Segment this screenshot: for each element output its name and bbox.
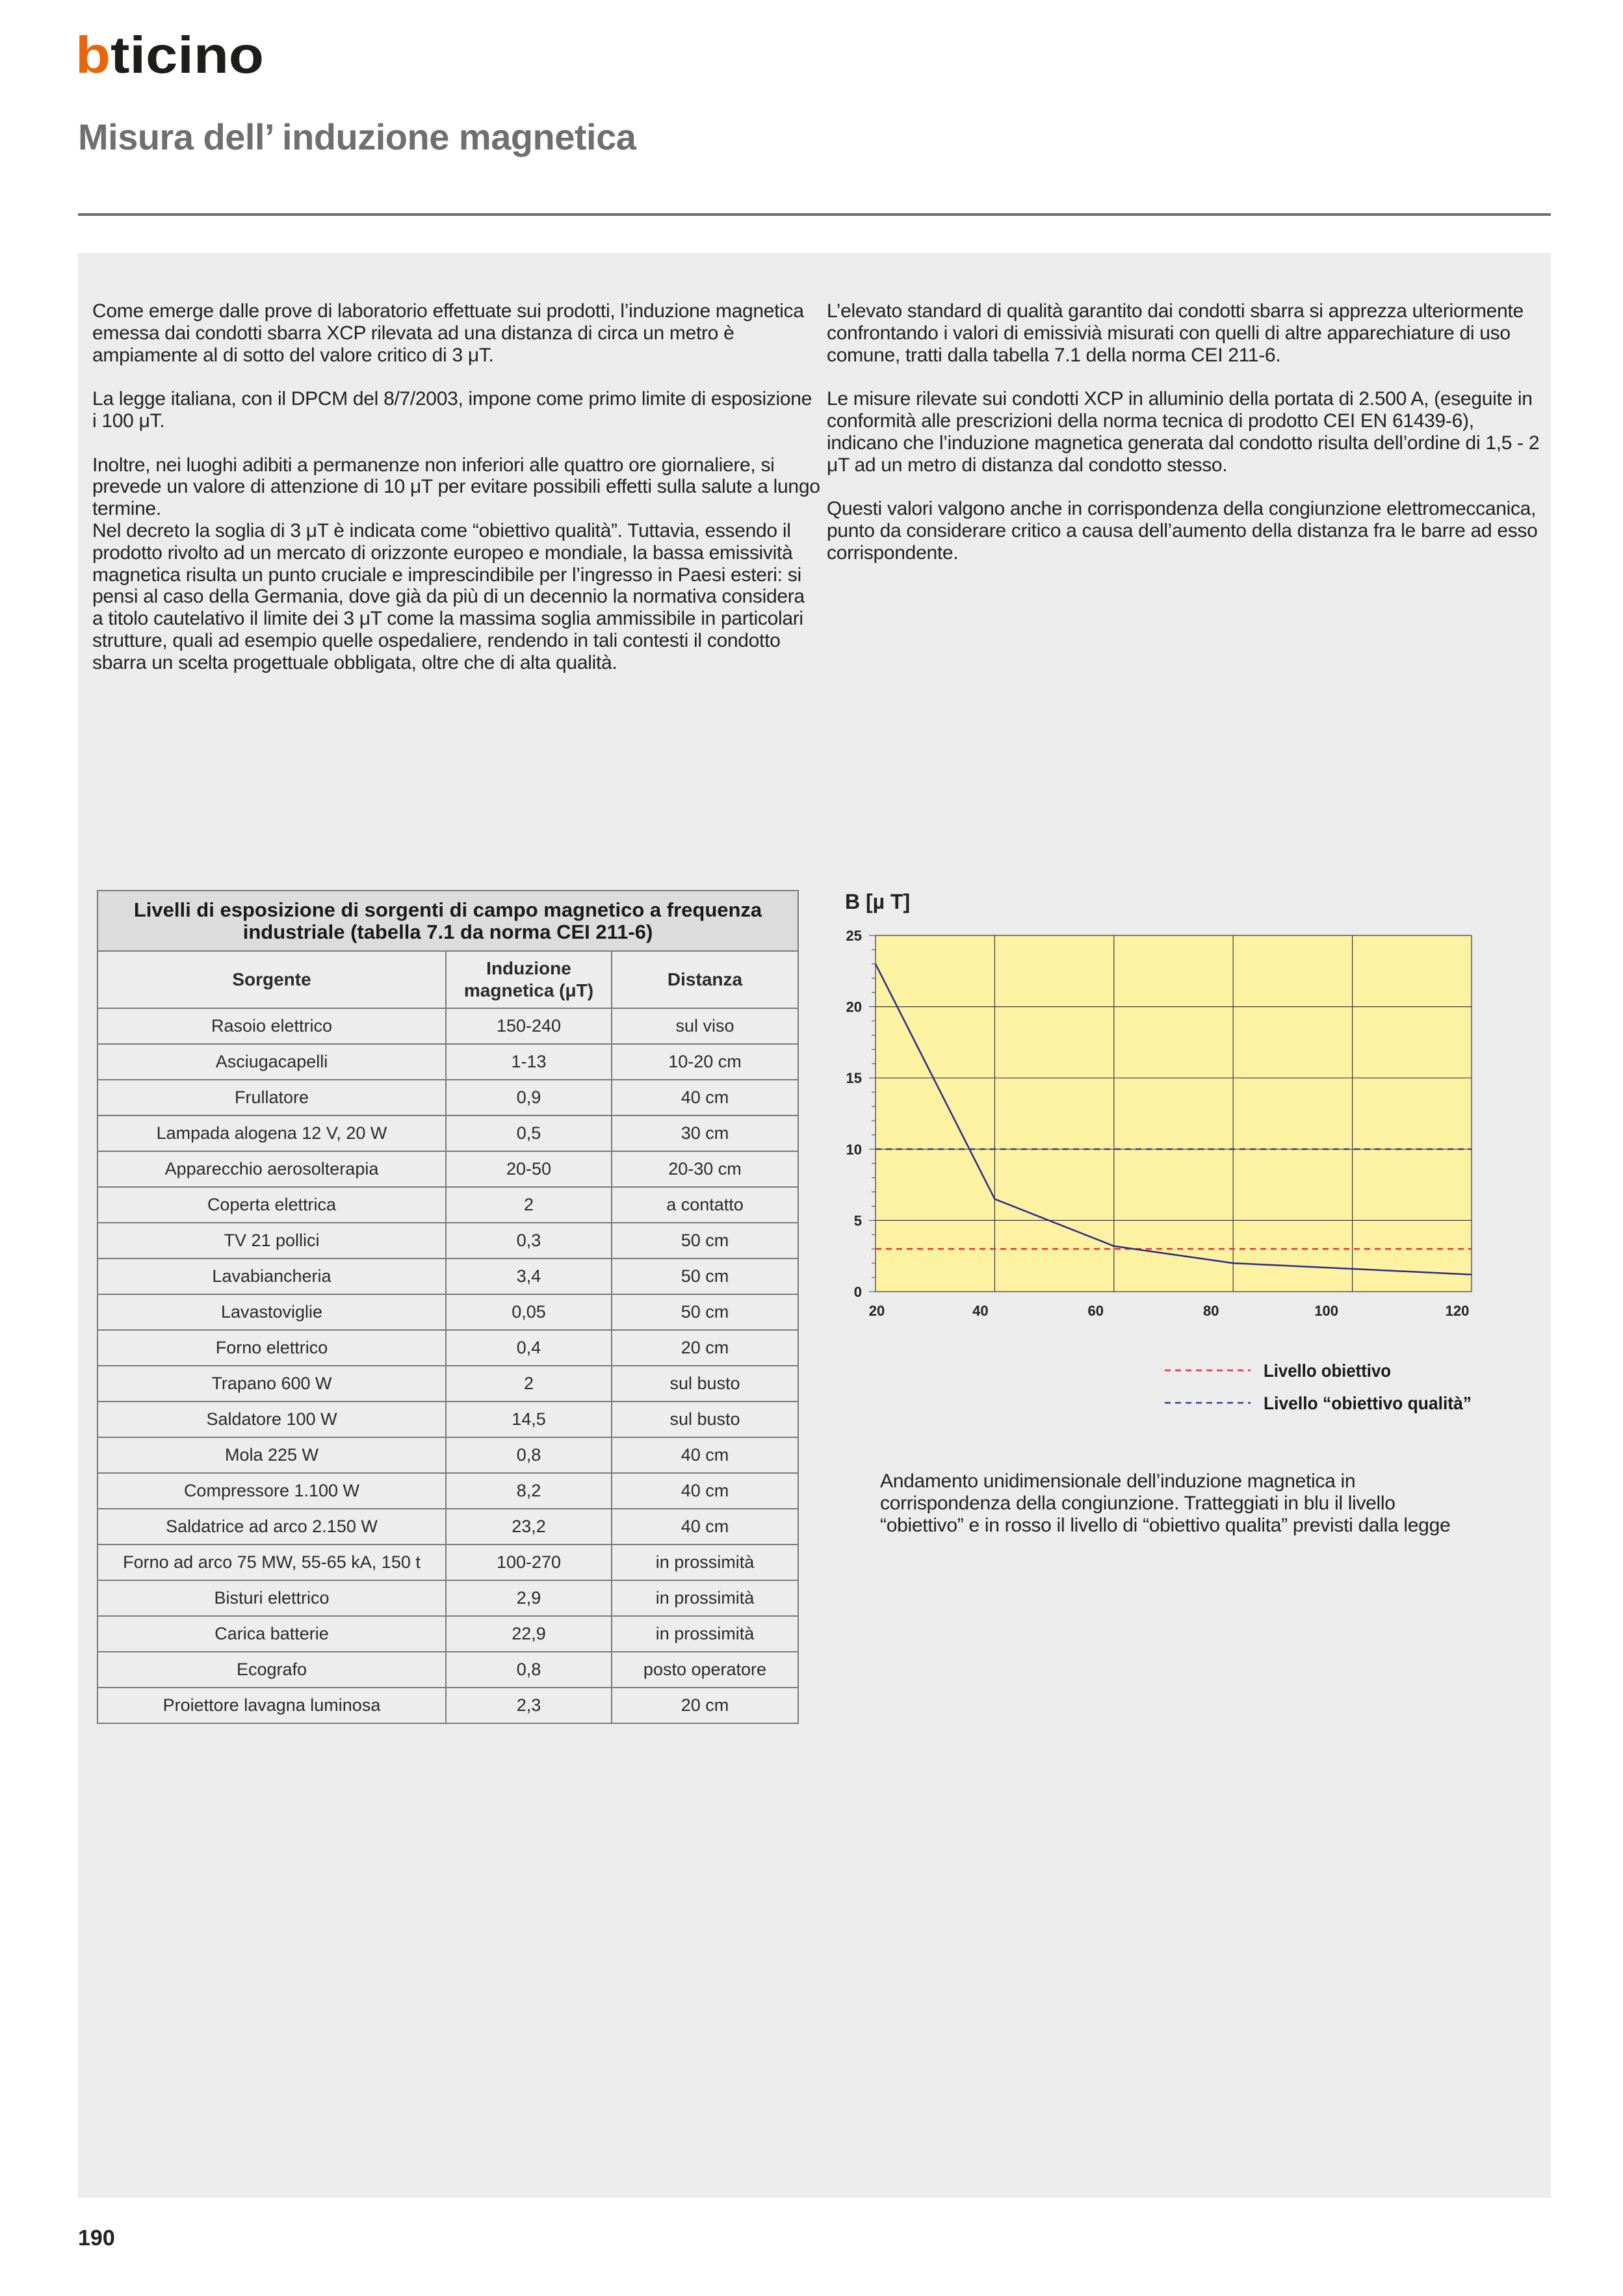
table-row xyxy=(97,1509,798,1545)
table-row xyxy=(97,1437,798,1473)
cell-source: Forno ad arco 75 MW, 55-65 kA, 150 t xyxy=(97,1545,446,1580)
chart-title: B [µ T] xyxy=(845,890,911,913)
y-tick-label: 20 xyxy=(846,998,862,1015)
cell-source: Lavabiancheria xyxy=(97,1259,446,1294)
legend-label: Livello “obiettivo qualità” xyxy=(1264,1393,1472,1413)
cell-distance: 40 cm xyxy=(612,1473,798,1509)
cell-distance: sul busto xyxy=(612,1366,798,1402)
cell-induction: 14,5 xyxy=(446,1402,612,1437)
cell-induction: 0,5 xyxy=(446,1115,612,1151)
cell-source: Saldatrice ad arco 2.150 W xyxy=(97,1509,446,1545)
cell-distance: 50 cm xyxy=(612,1294,798,1330)
x-tick-label: 120 xyxy=(1445,1303,1470,1319)
right-text-column xyxy=(827,300,1548,586)
paragraph: Inoltre, nei luoghi adibiti a permanenze non inferiori alle quattro ore giornaliere, si prevede un valore di attenzione di 10 μT per evitare possibili effetti sulla salute a lungo termine. xyxy=(92,454,820,520)
table-row xyxy=(97,1187,798,1223)
paragraph: Nel decreto la soglia di 3 μT è indicata come “obiettivo qualità”. Tuttavia, essendo il prodotto rivolto ad un mercato di orizzonte europeo e mondiale, la bassa emissività magnetica risulta un punto cruciale e imprescindibile per l’ingresso in Paesi esteri: si pensi al caso della Germania, dove già da più di un decennio la normativa considera a titolo cautelativo il limite dei 3 μT come la massima soglia ammissibile in particolari strutture, quali ad esempio quelle ospedaliere, rendendo in tali contesti il condotto sbarra un scelta progettuale obbligata, oltre che di alta qualità. xyxy=(92,519,805,673)
cell-induction: 23,2 xyxy=(446,1509,612,1545)
cell-distance: posto operatore xyxy=(612,1652,798,1688)
exposure-table xyxy=(97,890,799,1724)
cell-induction: 3,4 xyxy=(446,1259,612,1294)
cell-induction: 20-50 xyxy=(446,1151,612,1187)
cell-source: Mola 225 W xyxy=(97,1437,446,1473)
cell-induction: 0,3 xyxy=(446,1223,612,1259)
table-row xyxy=(97,1688,798,1723)
cell-distance: 40 cm xyxy=(612,1437,798,1473)
cell-distance: 20 cm xyxy=(612,1688,798,1723)
cell-source: Lampada alogena 12 V, 20 W xyxy=(97,1115,446,1151)
table-row xyxy=(97,1044,798,1080)
cell-distance: sul busto xyxy=(612,1402,798,1437)
table-row xyxy=(97,1115,798,1151)
logo-b: b xyxy=(75,31,107,77)
y-tick-label: 10 xyxy=(846,1141,862,1158)
cell-induction: 2 xyxy=(446,1366,612,1402)
cell-induction: 0,8 xyxy=(446,1652,612,1688)
table-row xyxy=(97,1402,798,1437)
table-row xyxy=(97,1259,798,1294)
cell-distance: 10-20 cm xyxy=(612,1044,798,1080)
cell-distance: a contatto xyxy=(612,1187,798,1223)
cell-source: TV 21 pollici xyxy=(97,1223,446,1259)
cell-induction: 100-270 xyxy=(446,1545,612,1580)
legend-label: Livello obiettivo xyxy=(1264,1361,1391,1381)
x-tick-label: 80 xyxy=(1202,1303,1219,1319)
cell-distance: in prossimità xyxy=(612,1580,798,1616)
paragraph: Le misure rilevate sui condotti XCP in alluminio della portata di 2.500 A, (eseguite in conformità alle prescrizioni della norma tecnica di prodotto CEI EN 61439-6), indicano che l’induzione magnetica generata dal condotto risulta dell’ordine di 1,5 - 2 μT ad un metro di distanza dal condotto stesso. xyxy=(827,388,1540,476)
table-title: Livelli di esposizione di sorgenti di campo magnetico a frequenza industriale (tabella 7.1 da norma CEI 211-6) xyxy=(97,891,798,951)
table-row xyxy=(97,1545,798,1580)
cell-induction: 2,9 xyxy=(446,1580,612,1616)
cell-source: Ecografo xyxy=(97,1652,446,1688)
cell-induction: 22,9 xyxy=(446,1616,612,1652)
cell-source: Apparecchio aerosolterapia xyxy=(97,1151,446,1187)
table-row xyxy=(97,1223,798,1259)
logo-rest: ticino xyxy=(110,31,250,77)
table-row xyxy=(97,1008,798,1044)
header-divider xyxy=(78,213,1551,216)
cell-induction: 0,8 xyxy=(446,1437,612,1473)
cell-distance: 20 cm xyxy=(612,1330,798,1366)
cell-distance: sul viso xyxy=(612,1008,798,1044)
header-distanza: Distanza xyxy=(612,951,798,1008)
header-induzione: Induzione magnetica (μT) xyxy=(446,951,612,1008)
x-tick-label: 100 xyxy=(1314,1303,1338,1319)
cell-source: Saldatore 100 W xyxy=(97,1402,446,1437)
cell-induction: 1-13 xyxy=(446,1044,612,1080)
chart-caption: Andamento unidimensionale dell’induzione magnetica in corrispondenza della congiunzione. Tratteggiati in blu il livello “obiettivo” e in rosso il livello di “obiettivo qualita” previsti dalla legge xyxy=(880,1470,1451,1536)
paragraph: L’elevato standard di qualità garantito dai condotti sbarra si apprezza ulteriormente confrontando i valori di emissivià misurati con quelli di altre apparechiature di uso comune, tratti dalla tabella 7.1 della norma CEI 211-6. xyxy=(827,300,1524,366)
x-tick-label: 40 xyxy=(972,1303,989,1319)
table-row xyxy=(97,1366,798,1402)
cell-induction: 2,3 xyxy=(446,1688,612,1723)
bticino-logo xyxy=(75,31,270,77)
table-row xyxy=(97,1473,798,1509)
svg-text:bticino xyxy=(75,31,264,77)
paragraph: Questi valori valgono anche in corrispondenza della congiunzione elettromeccanica, punto da considerare critico a causa dell’aumento della distanza fra le barre ad esso corrispondente. xyxy=(827,498,1538,564)
table-row xyxy=(97,1294,798,1330)
cell-distance: in prossimità xyxy=(612,1616,798,1652)
cell-source: Bisturi elettrico xyxy=(97,1580,446,1616)
cell-source: Frullatore xyxy=(97,1080,446,1115)
cell-distance: in prossimità xyxy=(612,1545,798,1580)
table-row xyxy=(97,1616,798,1652)
cell-source: Carica batterie xyxy=(97,1616,446,1652)
cell-distance: 40 cm xyxy=(612,1509,798,1545)
header-sorgente: Sorgente xyxy=(97,951,446,1008)
table-row xyxy=(97,1580,798,1616)
y-tick-label: 5 xyxy=(853,1212,862,1229)
x-tick-label: 20 xyxy=(868,1303,885,1319)
cell-source: Asciugacapelli xyxy=(97,1044,446,1080)
paragraph: La legge italiana, con il DPCM del 8/7/2003, impone come primo limite di esposizione i 100 μT. xyxy=(92,388,812,432)
plot-area xyxy=(876,935,1472,1292)
table-row xyxy=(97,1151,798,1187)
paragraph: Come emerge dalle prove di laboratorio effettuate sui prodotti, l’induzione magnetica emessa dai condotti sbarra XCP rilevata ad una distanza di circa un metro è ampiamente al di sotto del valore critico di 3 μT. xyxy=(92,300,804,366)
table-row xyxy=(97,1652,798,1688)
cell-distance: 50 cm xyxy=(612,1223,798,1259)
y-tick-label: 0 xyxy=(853,1284,862,1300)
x-tick-label: 60 xyxy=(1087,1303,1104,1319)
y-tick-label: 15 xyxy=(846,1070,862,1087)
cell-source: Compressore 1.100 W xyxy=(97,1473,446,1509)
cell-distance: 20-30 cm xyxy=(612,1151,798,1187)
page-number: 190 xyxy=(78,2226,115,2250)
table-row xyxy=(97,1080,798,1115)
cell-induction: 2 xyxy=(446,1187,612,1223)
induction-chart xyxy=(832,878,1495,1430)
y-tick-label: 25 xyxy=(846,928,862,944)
cell-source: Forno elettrico xyxy=(97,1330,446,1366)
table-row xyxy=(97,1330,798,1366)
cell-induction: 0,05 xyxy=(446,1294,612,1330)
cell-induction: 0,4 xyxy=(446,1330,612,1366)
cell-source: Rasoio elettrico xyxy=(97,1008,446,1044)
cell-distance: 50 cm xyxy=(612,1259,798,1294)
cell-source: Lavastoviglie xyxy=(97,1294,446,1330)
page-title: Misura dell’ induzione magnetica xyxy=(78,116,636,157)
cell-source: Trapano 600 W xyxy=(97,1366,446,1402)
cell-source: Coperta elettrica xyxy=(97,1187,446,1223)
cell-induction: 8,2 xyxy=(446,1473,612,1509)
cell-distance: 30 cm xyxy=(612,1115,798,1151)
cell-distance: 40 cm xyxy=(612,1080,798,1115)
cell-induction: 0,9 xyxy=(446,1080,612,1115)
left-text-column xyxy=(92,300,820,696)
cell-induction: 150-240 xyxy=(446,1008,612,1044)
cell-source: Proiettore lavagna luminosa xyxy=(97,1688,446,1723)
